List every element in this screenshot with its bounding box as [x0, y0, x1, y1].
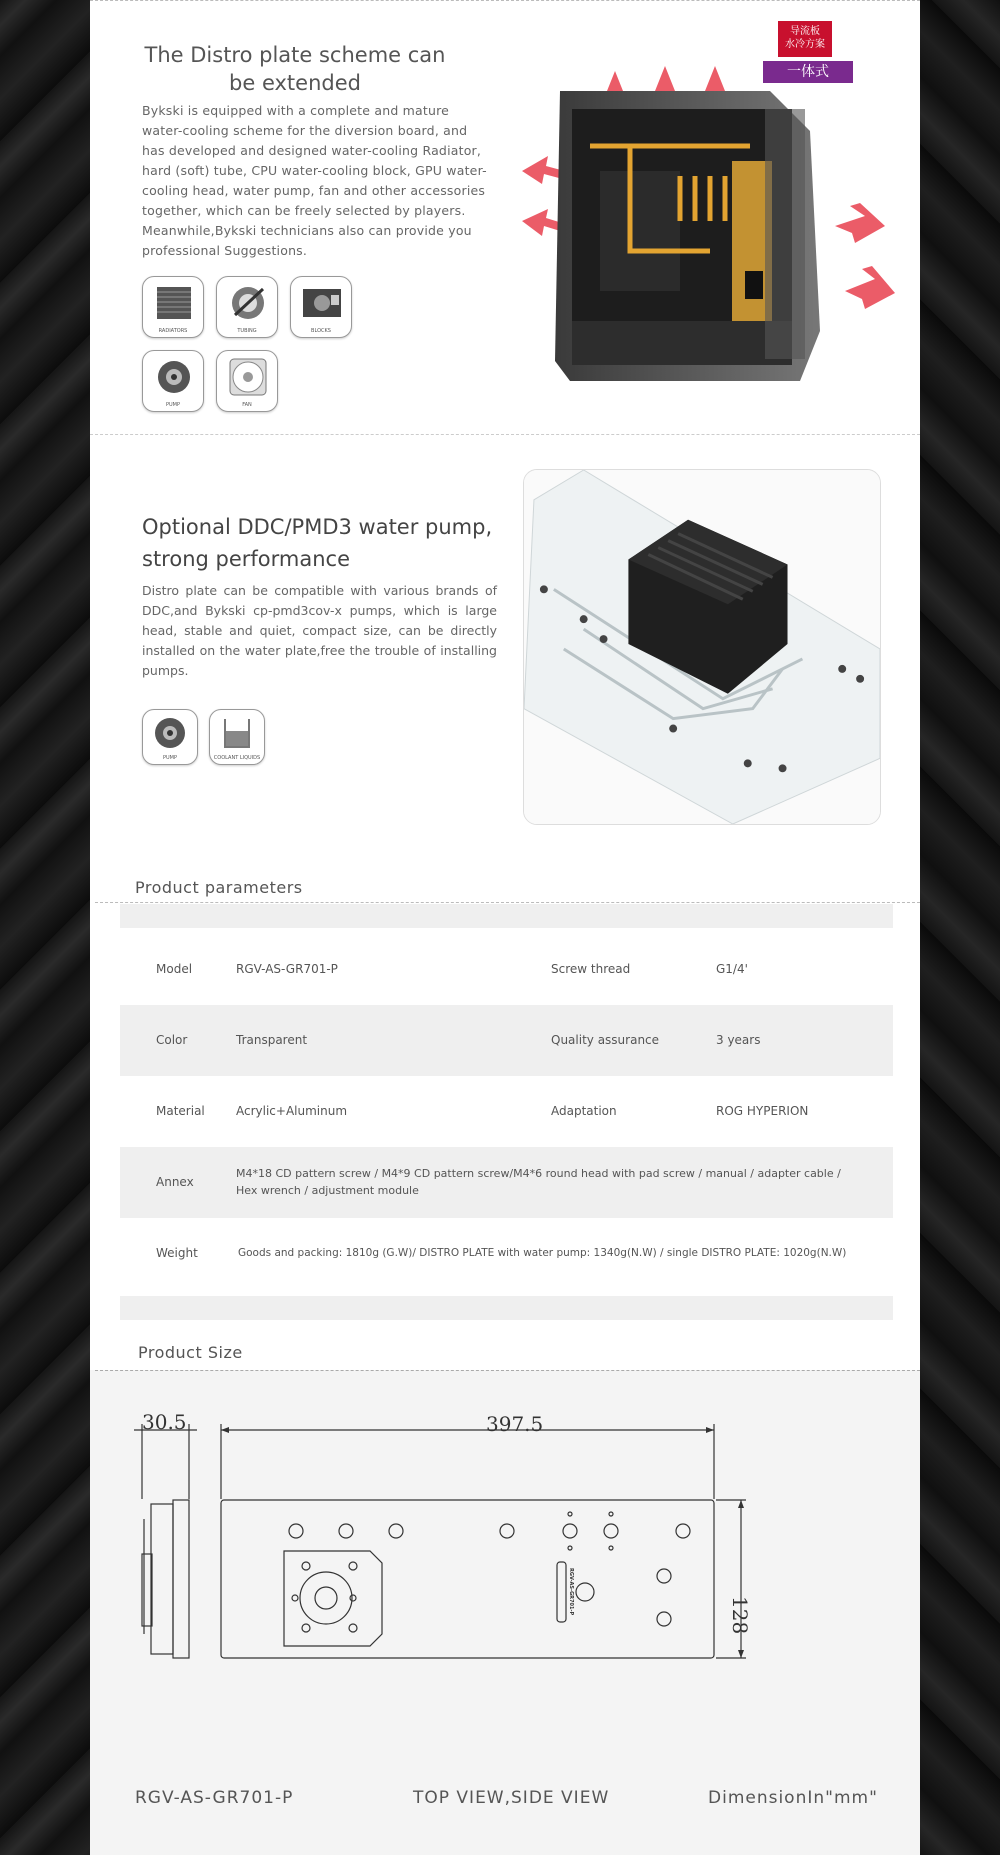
pump-tile: [142, 709, 198, 765]
section-size: [90, 1343, 920, 1855]
table-row: [120, 1147, 893, 1218]
accessory-tile-pump: [142, 350, 204, 412]
param-label: Model: [156, 962, 193, 976]
param-value: Acrylic+Aluminum: [236, 1104, 348, 1118]
background-left: [0, 0, 90, 1855]
pump-icon: [152, 715, 188, 751]
dim-height: 128: [728, 1596, 752, 1635]
table-row: [120, 934, 893, 1005]
coolant-label: COOLANT LIQUIDS: [213, 755, 261, 761]
accessory-label: PUMP: [165, 402, 180, 408]
section-pump-title: Optional DDC/PMD3 water pump, strong performance: [142, 515, 493, 571]
size-title: Product Size: [138, 1343, 243, 1362]
badge-line3: 一体式: [763, 61, 853, 83]
tubing-icon: [227, 283, 269, 323]
param-value: Goods and packing: 1810g (G.W)/ DISTRO PLATE with water pump: 1340g(N.W) / single DISTRO PLATE: 1020g(N.W): [238, 1247, 847, 1259]
pump-label: PUMP: [162, 755, 177, 761]
param-value: 3 years: [716, 1033, 761, 1047]
radiator-icon: [153, 283, 195, 323]
section-extend: [90, 0, 920, 434]
table-header-band: [120, 904, 893, 928]
pump-distro-plate-photo: [523, 469, 881, 825]
param-value: Transparent: [236, 1033, 308, 1047]
param-label: Adaptation: [551, 1104, 617, 1118]
param-label: Annex: [156, 1175, 194, 1189]
section-parameters: [90, 874, 920, 1354]
coolant-tile: [209, 709, 265, 765]
blocks-icon: [301, 283, 343, 323]
parameters-title: Product parameters: [135, 878, 303, 897]
accessory-tile-fan: [216, 350, 278, 412]
section-pump-body: Distro plate can be compatible with various brands of DDC,and Bykski cp-pmd3cov-x pumps, which is large head, stable and quiet, compact size, can be directly installed on the water plate,free the trouble of installing pumps.: [142, 583, 497, 678]
param-value: G1/4': [716, 962, 748, 976]
param-label: Screw thread: [551, 962, 631, 976]
badge-line1: 导流板: [790, 26, 820, 37]
footer-views: TOP VIEW,SIDE VIEW: [413, 1788, 610, 1808]
footer-units: DimensionIn"mm": [708, 1788, 878, 1808]
accessory-label: FAN: [242, 402, 252, 408]
badge-top: [778, 21, 832, 57]
parameters-divider: [95, 902, 920, 903]
accessory-label: BLOCKS: [311, 328, 331, 334]
integrated-scheme-badge: [768, 21, 858, 101]
size-divider: [95, 1370, 920, 1371]
dim-depth: 30.5: [142, 1410, 187, 1434]
section-extend-title: The Distro plate scheme can be extended: [144, 43, 446, 95]
accessory-tile-blocks: [290, 276, 352, 338]
footer-model: RGV-AS-GR701-P: [135, 1788, 294, 1808]
pump-icon: [153, 357, 195, 397]
accessory-tile-radiators: [142, 276, 204, 338]
param-value: RGV-AS-GR701-P: [236, 962, 338, 976]
table-row: [120, 1218, 893, 1289]
accessory-label: TUBING: [237, 328, 257, 334]
plate-model-label: RGV-AS-GR701-P: [568, 1568, 574, 1616]
param-label: Material: [156, 1104, 205, 1118]
param-label: Quality assurance: [551, 1033, 660, 1047]
accessory-tile-tubing: [216, 276, 278, 338]
section-pump: [90, 434, 920, 874]
param-value: ROG HYPERION: [716, 1104, 809, 1118]
dimension-drawing: [120, 1404, 910, 1704]
dim-width: 397.5: [486, 1412, 544, 1436]
param-label: Color: [156, 1033, 188, 1047]
section-extend-body: Bykski is equipped with a complete and mature water-cooling scheme for the diversion board, and has developed and designed water-cooling Radiator, hard (soft) tube, CPU water-cooling block, GPU water-cooling head, water pump, fan and other accessories together, which can be freely selected by players. Meanwhile,Bykski technicians also can provide you professional Suggestions.: [142, 103, 487, 258]
background-right: [920, 0, 1000, 1855]
badge-line2: 水冷方案: [785, 39, 825, 50]
product-page: [90, 0, 920, 1855]
param-value: M4*18 CD pattern screw / M4*9 CD pattern screw/M4*6 round head with pad screw / manual / adapter cable / Hex wrench / adjustment module: [236, 1167, 841, 1197]
param-label: Weight: [156, 1246, 198, 1260]
coolant-icon: [219, 715, 255, 751]
table-row: [120, 1076, 893, 1147]
table-row: [120, 1005, 893, 1076]
table-footer-band: [120, 1296, 893, 1320]
accessory-label: RADIATORS: [158, 328, 188, 334]
fan-icon: [227, 357, 269, 397]
